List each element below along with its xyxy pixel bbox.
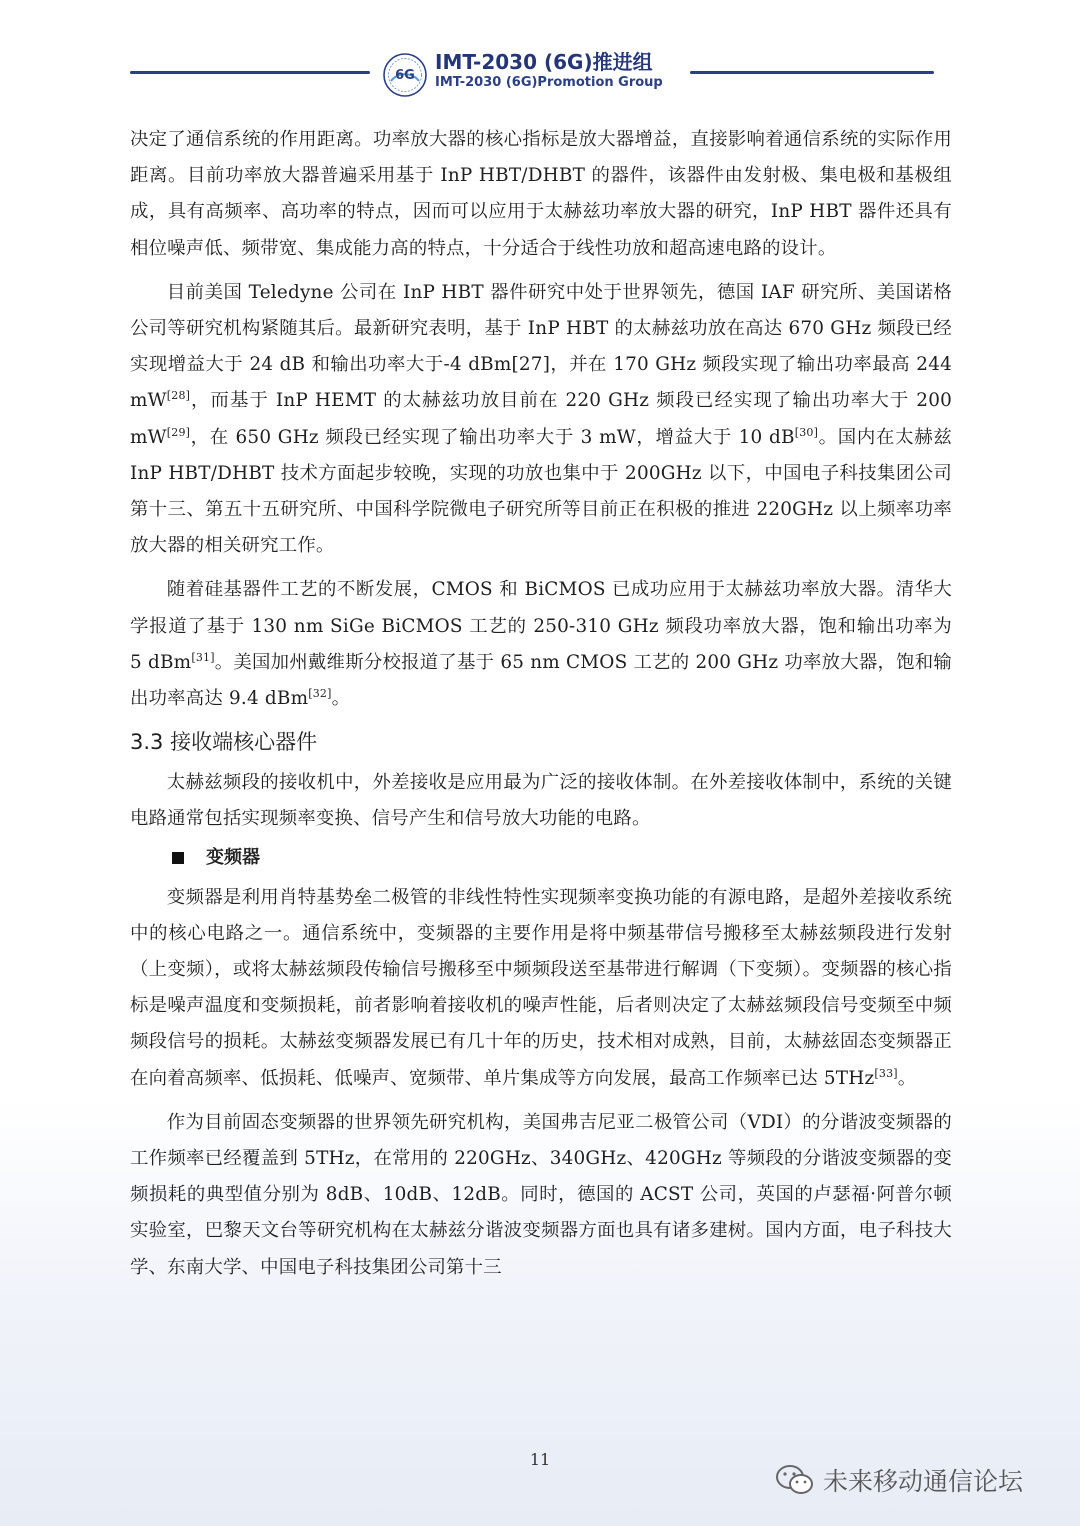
citation-28: [28]	[166, 389, 191, 403]
paragraph-4: 太赫兹频段的接收机中，外差接收是应用最为广泛的接收体制。在外差接收体制中，系统的关键电路通常包括实现频率变换、信号产生和信号放大功能的电路。	[130, 772, 952, 830]
p3-text-b: 。美国加州戴维斯分校报道了基于 65 nm CMOS 工艺的 200 GHz 功率放大器，饱和输出功率高达 9.4 dBm	[130, 651, 952, 710]
p2-text-a: 目前美国 Teledyne 公司在 InP HBT 器件研究中处于世界领先，德国 IAF 研究所、美国诺格公司等研究机构紧随其后。最新研究表明，基于 InP HBT 的太赫兹功放在高达 670 GHz 频段已经实现增益大于 24 dB 和输出功率大于-4 dBm[27]，并在 170 GHz 频段实现了输出功率最高 244 mW	[130, 281, 952, 412]
square-bullet-icon	[172, 852, 184, 864]
citation-30: [30]	[794, 425, 819, 439]
logo-text: 6G	[395, 68, 415, 83]
p5-text-a: 变频器是利用肖特基势垒二极管的非线性特性实现频率变换功能的有源电路，是超外差接收系统中的核心电路之一。通信系统中，变频器的主要作用是将中频基带信号搬移至太赫兹频段进行发射（上变频），或将太赫兹频段传输信号搬移至中频频段送至基带进行解调（下变频）。变频器的核心指标是噪声温度和变频损耗，前者影响着接收机的噪声性能，后者则决定了太赫兹频段信号变频至中频频段信号的损耗。太赫兹变频器发展已有几十年的历史，技术相对成熟，目前，太赫兹固态变频器正在向着高频率、低损耗、低噪声、宽频带、单片集成等方向发展，最高工作频率已达 5THz	[130, 886, 952, 1089]
paragraph-3	[130, 572, 952, 717]
subheading	[172, 844, 952, 872]
p5-text-b: 。	[897, 1067, 917, 1089]
citation-32: [32]	[308, 686, 332, 700]
wechat-icon	[775, 1463, 815, 1497]
page-header	[0, 46, 1080, 102]
p3-text-a: 随着硅基器件工艺的不断发展，CMOS 和 BiCMOS 已成功应用于太赫兹功率放大器。清华大学报道了基于 130 nm SiGe BiCMOS 工艺的 250-310 GHz 频段功率放大器，饱和输出功率为 5 dBm	[130, 579, 952, 673]
header-title: IMT-2030 (6G)推进组	[435, 50, 653, 74]
header-subtitle: IMT-2030 (6G)Promotion Group	[435, 75, 663, 90]
p2-text-b: ，而基于 InP HEMT 的太赫兹功放目前在 220 GHz 频段已经实现了输出功率大于 200 mW	[130, 390, 952, 448]
page-number: 11	[529, 1450, 551, 1469]
imt2030-logo	[382, 52, 428, 98]
paragraph-1: 决定了通信系统的作用距离。功率放大器的核心指标是放大器增益，直接影响着通信系统的实际作用距离。目前功率放大器普遍采用基于 InP HBT/DHBT 的器件，该器件由发射极、集电极和基极组成，具有高频率、高功率的特点，因而可以应用于太赫兹功率放大器的研究，InP HBT 器件还具有相位噪声低、频带宽、集成能力高的特点，十分适合于线性功放和超高速电路的设计。	[130, 129, 952, 259]
citation-29: [29]	[166, 425, 191, 439]
header-rule-left	[130, 71, 370, 74]
subheading-text: 变频器	[206, 846, 260, 868]
watermark	[775, 1462, 1023, 1498]
brand-block	[435, 50, 663, 91]
paragraph-5	[130, 880, 952, 1097]
p2-text-d: 。国内在太赫兹 InP HBT/DHBT 技术方面起步较晚，实现的功放也集中于 200GHz 以下，中国电子科技集团公司第十三、第五十五研究所、中国科学院微电子研究所等目前正在积极的推进 220GHz 以上频率功率放大器的相关研究工作。	[130, 426, 952, 557]
page-body	[130, 122, 952, 1286]
watermark-text: 未来移动通信论坛	[823, 1467, 1024, 1496]
citation-31: [31]	[191, 650, 215, 664]
paragraph-2	[130, 275, 952, 565]
p3-text-c: 。	[331, 688, 351, 710]
paragraph-6: 作为目前固态变频器的世界领先研究机构，美国弗吉尼亚二极管公司（VDI）的分谐波变频器的工作频率已经覆盖到 5THz，在常用的 220GHz、340GHz、420GHz 等频段的分谐波变频器的变频损耗的典型值分别为 8dB、10dB、12dB。同时，德国的 ACST 公司，英国的卢瑟福·阿普尔顿实验室，巴黎天文台等研究机构在太赫兹分谐波变频器方面也具有诸多建树。国内方面，电子科技大学、东南大学、中国电子科技集团公司第十三	[130, 1111, 952, 1278]
citation-33: [33]	[874, 1066, 898, 1080]
p2-text-c: ，在 650 GHz 频段已经实现了输出功率大于 3 mW，增益大于 10 dB	[190, 426, 795, 448]
header-rule-right	[690, 71, 934, 74]
section-heading: 3.3 接收端核心器件	[130, 730, 318, 755]
